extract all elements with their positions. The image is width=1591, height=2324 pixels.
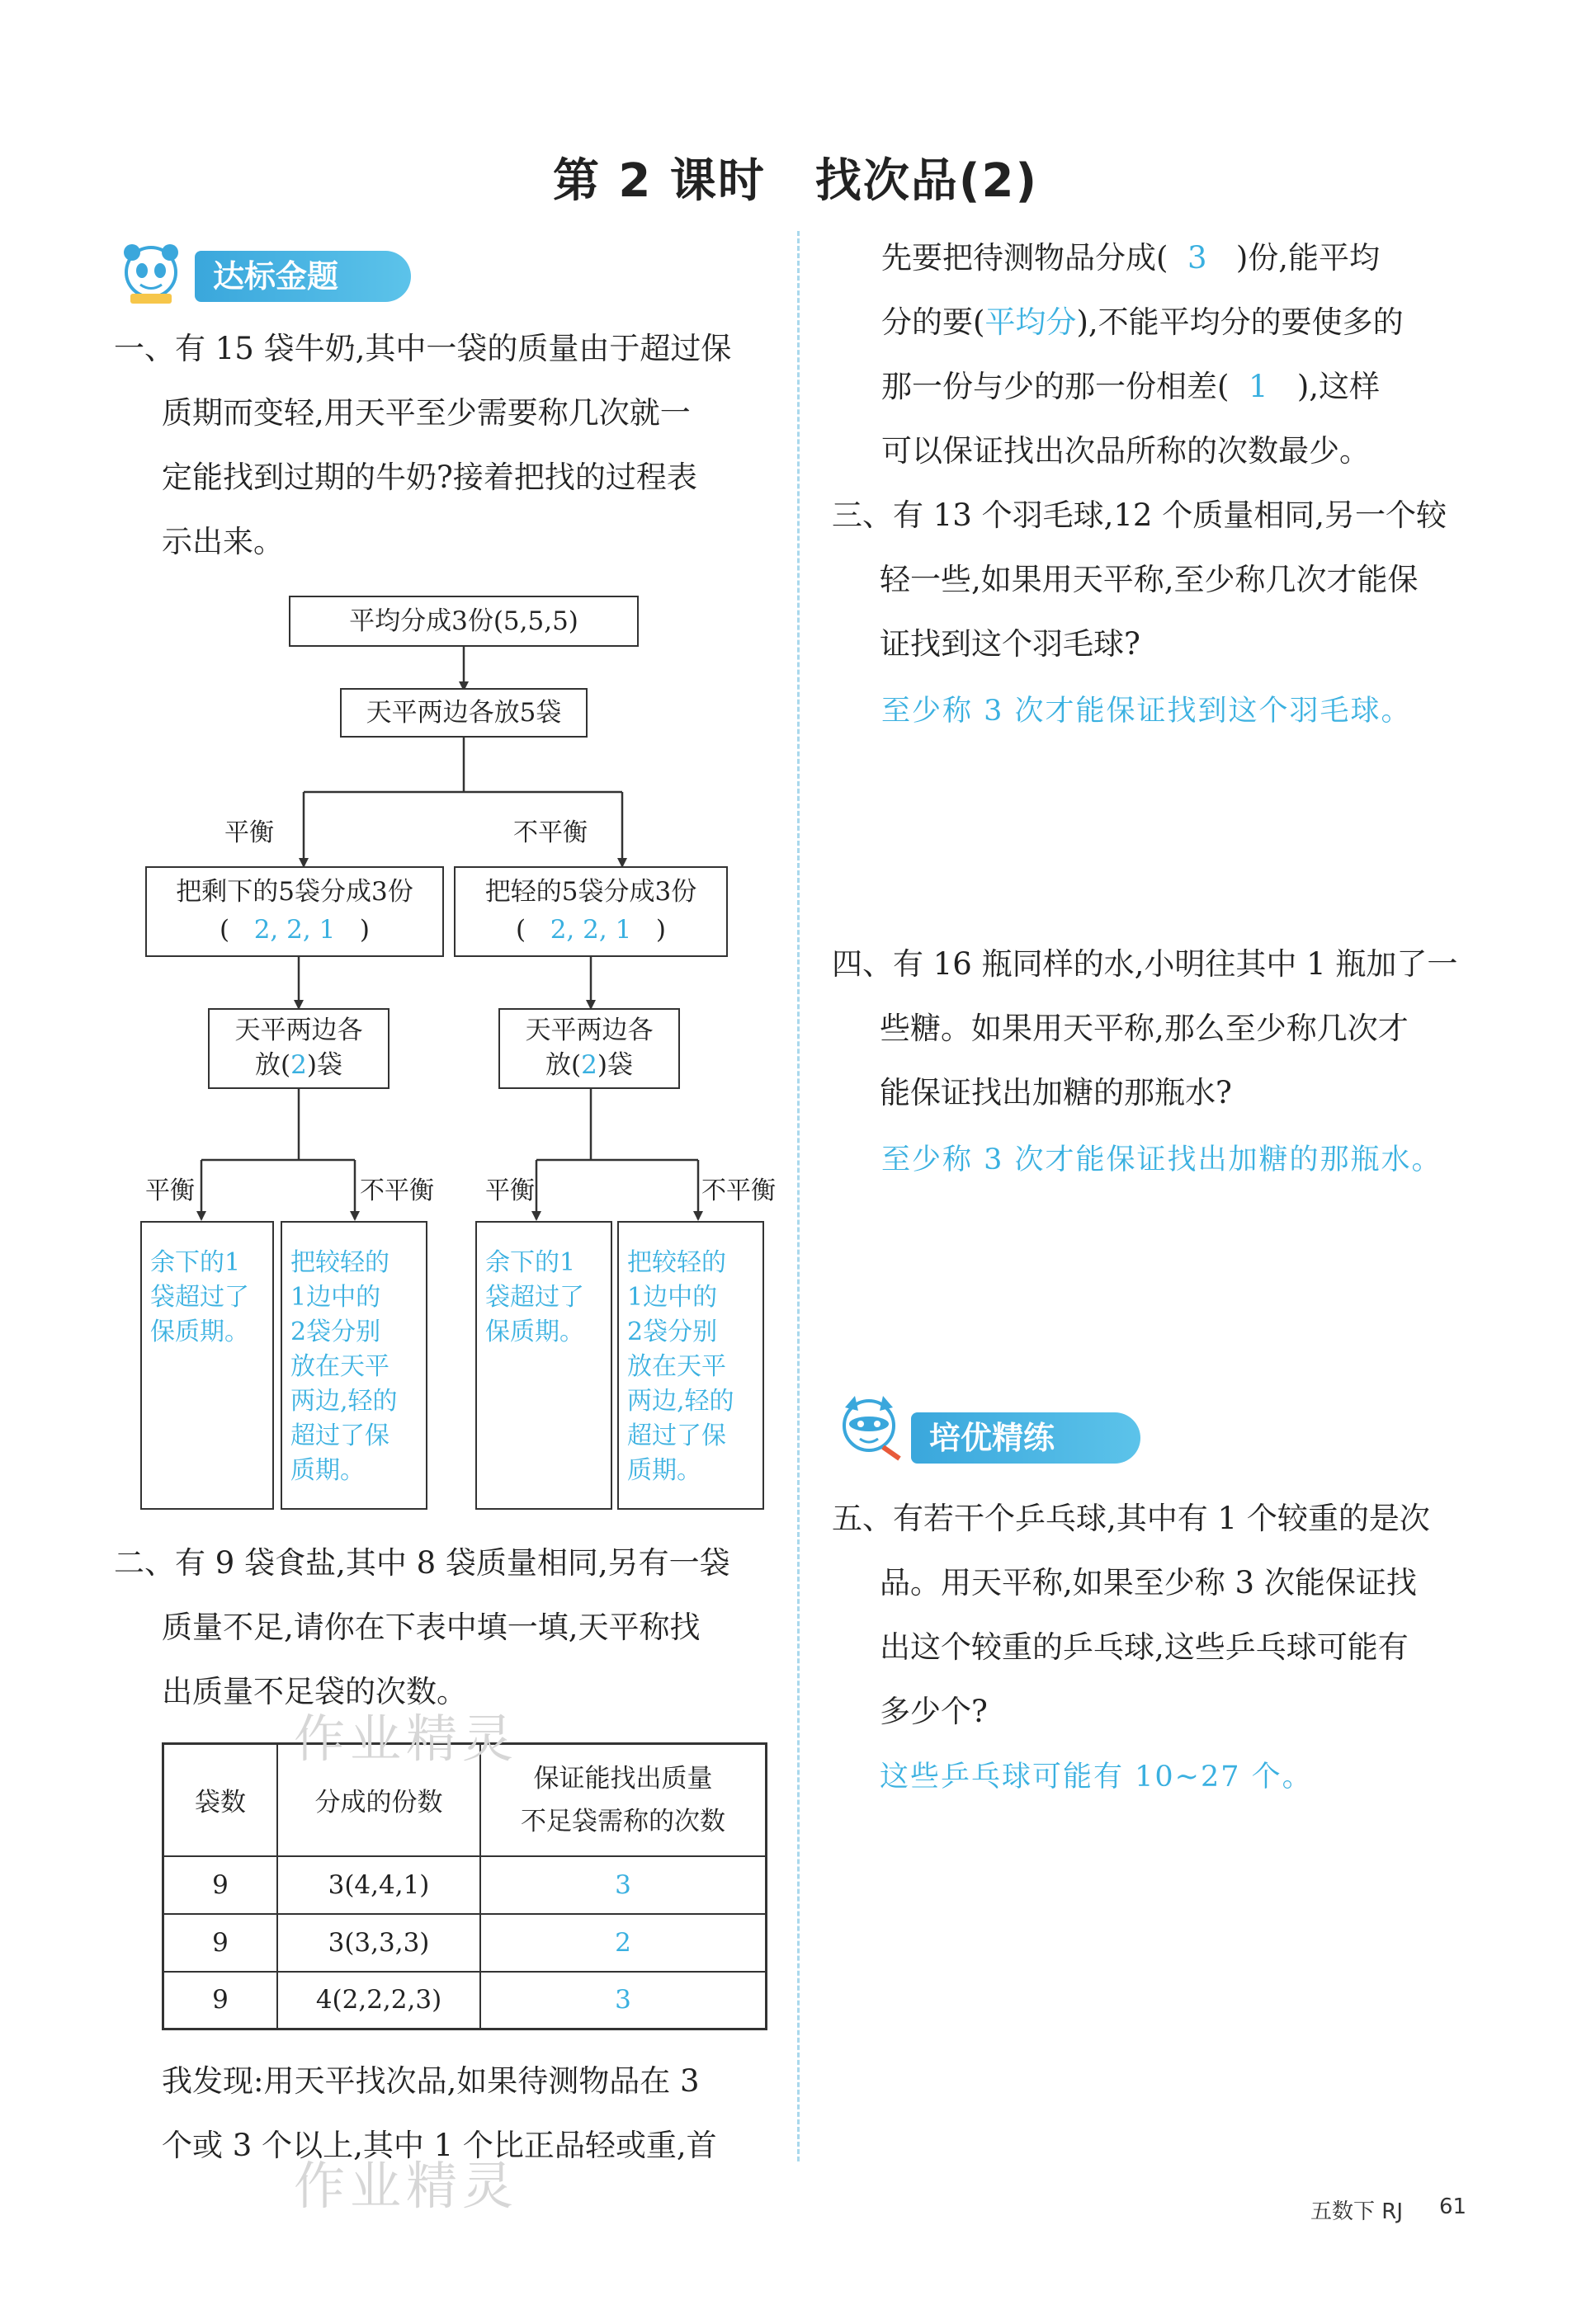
cont-text: 那一份与少的那一份相差( bbox=[881, 369, 1230, 404]
cont-answer-diff: 1 bbox=[1248, 369, 1268, 404]
q1-line-2: 质期而变轻,用天平至少需要称几次就一 bbox=[162, 395, 691, 431]
q5-line-1: 五、有若干个乒乓球,其中有 1 个较重的是次 bbox=[832, 1501, 1430, 1536]
weigh-right-line2 bbox=[500, 1048, 678, 1082]
q2-line-2: 质量不足,请你在下表中填一填,天平称找 bbox=[162, 1610, 701, 1645]
q4-line-2: 些糖。如果用天平称,那么至少称几次才 bbox=[880, 1011, 1409, 1046]
weigh-right-post: )袋 bbox=[597, 1050, 633, 1080]
hand-line: 把较轻的 bbox=[627, 1248, 726, 1277]
header-bags: 袋数 bbox=[163, 1744, 278, 1856]
finding-line-2: 个或 3 个以上,其中 1 个比正品轻或重,首 bbox=[162, 2128, 717, 2163]
paren-close: ) bbox=[655, 915, 666, 945]
question-3 bbox=[832, 483, 1541, 676]
question-4 bbox=[832, 932, 1541, 1125]
finding-line-1: 我发现:用天平找次品,如果待测物品在 3 bbox=[162, 2063, 700, 2099]
cont-line-3 bbox=[881, 355, 1525, 419]
hand-line: 2袋分别 bbox=[290, 1318, 381, 1346]
cont-line-1 bbox=[881, 226, 1525, 290]
q4-answer: 至少称 3 次才能保证找出加糖的那瓶水。 bbox=[881, 1143, 1442, 1176]
table-row bbox=[163, 1972, 767, 2029]
weigh-left-line2 bbox=[210, 1048, 388, 1082]
q2-continuation bbox=[881, 226, 1525, 483]
hand-answer-box-1 bbox=[140, 1221, 274, 1510]
hand-line: 袋超过了 bbox=[485, 1283, 584, 1312]
hand-line: 余下的1 bbox=[485, 1248, 576, 1277]
q2-line-3: 出质量不足袋的次数。 bbox=[162, 1674, 467, 1709]
cell-bags: 9 bbox=[163, 1914, 278, 1972]
title-topic: 找次品(2) bbox=[814, 154, 1039, 208]
paren-open: ( bbox=[516, 915, 526, 945]
flow-box-remaining bbox=[145, 866, 444, 957]
hand-line: 保质期。 bbox=[485, 1318, 584, 1346]
header-times bbox=[480, 1744, 767, 1856]
q5-line-2: 品。用天平称,如果至少称 3 次能保证找 bbox=[880, 1565, 1417, 1600]
cell-times-answer: 3 bbox=[480, 1856, 767, 1914]
q2-table bbox=[162, 1742, 767, 2030]
weigh-left-pre: 放( bbox=[255, 1050, 291, 1080]
flow-label-unbalance-2: 不平衡 bbox=[360, 1176, 434, 1205]
q3-line-3: 证找到这个羽毛球? bbox=[880, 626, 1140, 662]
flow-label-balance-1: 平衡 bbox=[224, 818, 274, 847]
hand-line: 超过了保 bbox=[290, 1421, 389, 1450]
weigh-left-line1: 天平两边各 bbox=[234, 1016, 363, 1045]
cell-parts: 4(2,2,2,3) bbox=[277, 1972, 480, 2029]
q3-answer: 至少称 3 次才能保证找到这个羽毛球。 bbox=[881, 695, 1412, 728]
weigh-left-answer: 2 bbox=[290, 1050, 307, 1080]
hand-line: 两边,轻的 bbox=[627, 1387, 734, 1416]
flow-label-balance-2: 平衡 bbox=[145, 1176, 195, 1205]
hand-line: 两边,轻的 bbox=[290, 1387, 398, 1416]
hand-line: 质期。 bbox=[627, 1456, 701, 1485]
hand-answer-box-4 bbox=[617, 1221, 764, 1510]
hand-answer-box-3 bbox=[475, 1221, 612, 1510]
flow-box-remaining-answer: 2, 2, 1 bbox=[253, 915, 336, 945]
hand-line: 2袋分别 bbox=[627, 1318, 718, 1346]
hand-line: 1边中的 bbox=[290, 1283, 381, 1312]
cell-parts: 3(3,3,3) bbox=[277, 1914, 480, 1972]
cont-text: 分的要( bbox=[881, 304, 985, 340]
flow-label-balance-3: 平衡 bbox=[485, 1176, 535, 1205]
header-parts: 分成的份数 bbox=[277, 1744, 480, 1856]
table-row bbox=[163, 1914, 767, 1972]
weigh-right-pre: 放( bbox=[545, 1050, 582, 1080]
flow-box-weigh-left bbox=[208, 1008, 389, 1089]
paren-close: ) bbox=[359, 915, 370, 945]
hand-line: 袋超过了 bbox=[150, 1283, 249, 1312]
header-times-line1: 保证能找出质量 bbox=[533, 1763, 713, 1794]
section-badge-advanced: 培优精练 bbox=[911, 1412, 1140, 1464]
q5-line-3: 出这个较重的乒乓球,这些乒乓球可能有 bbox=[880, 1629, 1409, 1665]
flow-box-light-text: 把轻的5袋分成3份 bbox=[484, 877, 697, 907]
q3-line-1: 三、有 13 个羽毛球,12 个质量相同,另一个较 bbox=[832, 497, 1447, 533]
section-badge-basic: 达标金题 bbox=[195, 251, 411, 302]
paren-open: ( bbox=[220, 915, 230, 945]
cont-text: ),不能平均分的要使多的 bbox=[1076, 304, 1404, 340]
weigh-right-line1: 天平两边各 bbox=[525, 1016, 654, 1045]
q1-line-4: 示出来。 bbox=[162, 524, 284, 559]
q3-line-2: 轻一些,如果用天平称,至少称几次才能保 bbox=[880, 562, 1419, 597]
q4-line-1: 四、有 16 瓶同样的水,小明往其中 1 瓶加了一 bbox=[832, 946, 1458, 982]
q2-line-1: 二、有 9 袋食盐,其中 8 袋质量相同,另有一袋 bbox=[114, 1545, 730, 1581]
footer-page-number: 61 bbox=[1439, 2194, 1467, 2219]
q4-line-3: 能保证找出加糖的那瓶水? bbox=[880, 1075, 1232, 1110]
flow-label-unbalance-1: 不平衡 bbox=[513, 818, 588, 847]
question-2 bbox=[114, 1531, 774, 1724]
q1-line-3: 定能找到过期的牛奶?接着把找的过程表 bbox=[162, 460, 697, 495]
question-5 bbox=[832, 1487, 1541, 1744]
title-lesson: 第 2 课时 bbox=[552, 154, 766, 208]
raccoon-mascot-icon bbox=[833, 1393, 904, 1464]
hand-line: 把较轻的 bbox=[290, 1248, 389, 1277]
header-times-line2: 不足袋需称的次数 bbox=[521, 1806, 725, 1836]
q5-answer: 这些乒乓球可能有 10~27 个。 bbox=[880, 1761, 1313, 1794]
flow-box-weigh-right bbox=[498, 1008, 680, 1089]
flow-step-weigh: 天平两边各放5袋 bbox=[340, 688, 588, 738]
cell-times-answer: 3 bbox=[480, 1972, 767, 2029]
flow-box-remaining-text: 把剩下的5袋分成3份 bbox=[176, 877, 413, 907]
flow-box-light-answer: 2, 2, 1 bbox=[550, 915, 632, 945]
hand-line: 保质期。 bbox=[150, 1318, 249, 1346]
flow-box-remaining-answer-line bbox=[147, 911, 442, 949]
cont-text: )份,能平均 bbox=[1235, 240, 1381, 276]
cont-answer-parts: 3 bbox=[1187, 240, 1207, 276]
cont-line-4: 可以保证找出次品所称的次数最少。 bbox=[881, 433, 1370, 469]
flow-box-light-answer-line bbox=[456, 911, 726, 949]
hand-line: 超过了保 bbox=[627, 1421, 726, 1450]
hand-answer-box-2 bbox=[281, 1221, 427, 1510]
flow-step-divide: 平均分成3份(5,5,5) bbox=[289, 596, 639, 647]
q5-line-4: 多少个? bbox=[880, 1694, 988, 1729]
hand-line: 放在天平 bbox=[290, 1352, 389, 1381]
flow-label-unbalance-3: 不平衡 bbox=[701, 1176, 776, 1205]
watermark-1: 作业精灵 bbox=[294, 1709, 519, 1769]
q1-line-1: 一、有 15 袋牛奶,其中一袋的质量由于超过保 bbox=[114, 331, 732, 366]
weigh-right-answer: 2 bbox=[581, 1050, 597, 1080]
cont-text: 先要把待测物品分成( bbox=[881, 240, 1168, 276]
table-row bbox=[163, 1856, 767, 1914]
hand-line: 余下的1 bbox=[150, 1248, 241, 1277]
hand-line: 质期。 bbox=[290, 1456, 365, 1485]
cont-answer-even: 平均分 bbox=[984, 304, 1077, 340]
cell-parts: 3(4,4,1) bbox=[277, 1856, 480, 1914]
cell-times-answer: 2 bbox=[480, 1914, 767, 1972]
hand-line: 1边中的 bbox=[627, 1283, 718, 1312]
cont-text: ),这样 bbox=[1296, 369, 1381, 404]
weigh-left-post: )袋 bbox=[306, 1050, 342, 1080]
cont-line-2 bbox=[881, 290, 1525, 355]
cell-bags: 9 bbox=[163, 1856, 278, 1914]
watermark-2: 作业精灵 bbox=[294, 2156, 519, 2216]
hand-line: 放在天平 bbox=[627, 1352, 726, 1381]
flow-box-light bbox=[454, 866, 728, 957]
cell-bags: 9 bbox=[163, 1972, 278, 2029]
footer-book: 五数下 RJ bbox=[1310, 2199, 1403, 2224]
